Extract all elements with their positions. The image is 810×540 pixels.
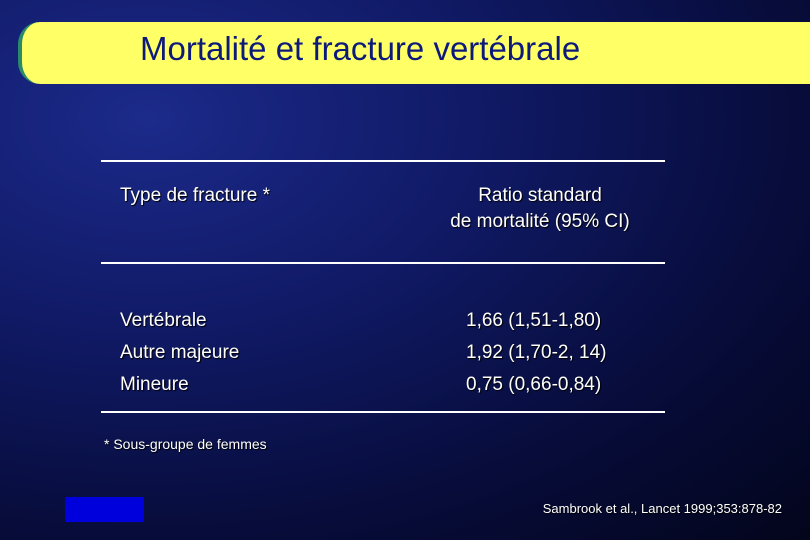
- row-type: Mineure: [120, 374, 189, 395]
- header-fracture-type: Type de fracture *: [120, 185, 270, 206]
- slide-title: Mortalité et fracture vertébrale: [140, 30, 581, 67]
- row-ratio: 0,75 (0,66-0,84): [466, 374, 602, 395]
- table-bottom-rule: [101, 411, 665, 413]
- header-ratio-line2: de mortalité (95% CI): [450, 211, 630, 232]
- row-ratio: 1,66 (1,51-1,80): [466, 310, 602, 331]
- table-top-rule: [101, 160, 665, 162]
- row-type: Vertébrale: [120, 310, 207, 331]
- citation: Sambrook et al., Lancet 1999;353:878-82: [542, 501, 782, 516]
- footnote: * Sous-groupe de femmes: [104, 436, 267, 452]
- table-header-rule: [101, 262, 665, 264]
- row-ratio: 1,92 (1,70-2, 14): [466, 342, 607, 363]
- row-type: Autre majeure: [120, 342, 240, 363]
- blue-box: [65, 497, 144, 522]
- header-ratio-line1: Ratio standard: [478, 185, 602, 206]
